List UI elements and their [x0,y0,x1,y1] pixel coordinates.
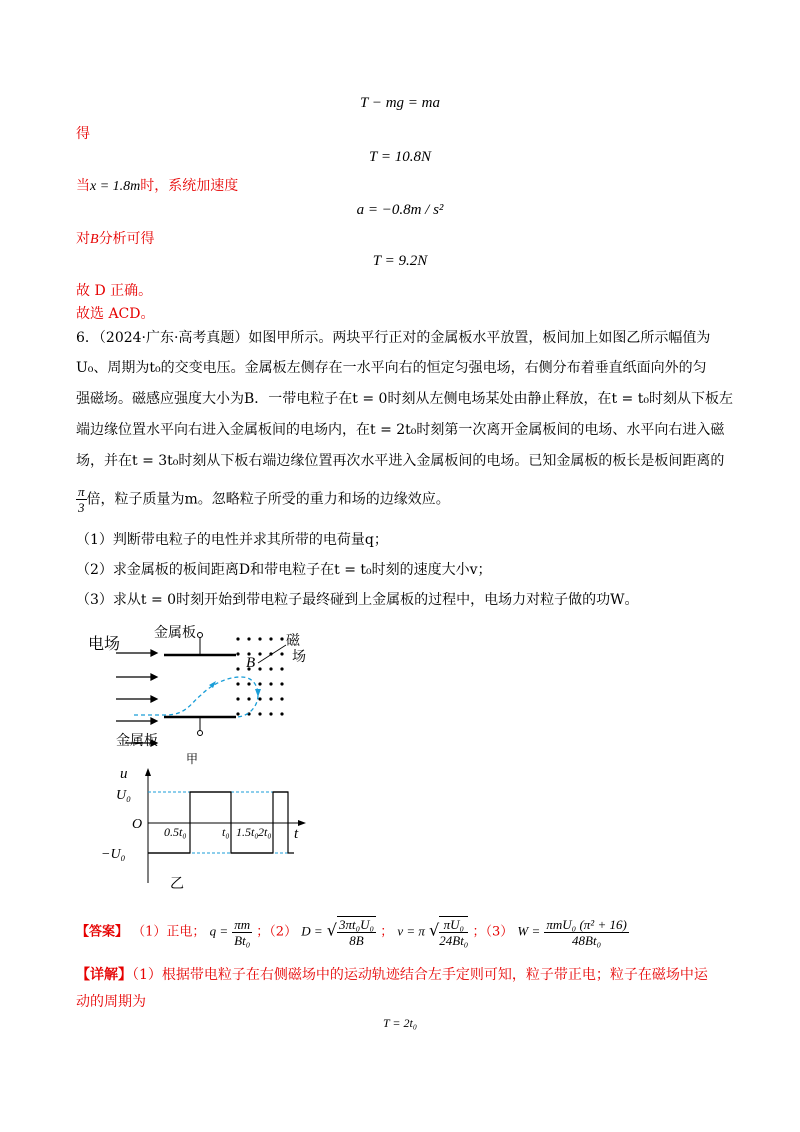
field-dot [247,697,250,700]
field-dot [247,682,250,685]
frac-den: 3 [78,500,85,515]
text-de: 得 [76,126,90,142]
sqrt-icon-v: √ [429,920,440,940]
text-when-x [76,175,238,195]
field-dot [269,712,272,715]
answer-part2: ；（2） [256,924,298,940]
question-line-4: 端边缘位置水平向右进入金属板间的电场内，在t = 2t₀时刻第一次离开金属板间的电场、水平向右进入磁 [76,422,725,438]
field-dot [258,652,261,655]
field-dot [236,697,239,700]
frac-num: π [78,484,85,499]
tick-1-5t0: 1.5t₀ [236,825,259,839]
field-dot [236,712,239,715]
q-num: πm [234,916,251,932]
answer-q-frac [232,917,252,948]
text-d-correct: 故 D 正确。 [76,283,153,299]
field-dot [236,652,239,655]
d-num: 3πt₀U₀ [338,917,375,932]
answer-tag: 【答案】 [76,924,129,940]
label-plate-top: 金属板 [154,625,196,641]
answer-v-frac [439,916,468,948]
equation-acceleration: a = −0.8m / s² [356,202,444,218]
field-dot [280,652,283,655]
subquestion-3: （3）求从t = 0时刻开始到带电粒子最终碰到上金属板的过程中，电场力对粒子做的功W。 [76,592,639,608]
for-b-prefix: 对 [76,231,90,247]
bottom-terminal [198,731,203,736]
caption-yi: 乙 [170,876,184,892]
question-line-5: 场，并在t = 3t₀时刻从下板右端边缘位置再次水平进入金属板间的电场。已知金属板的板长是板间距离的 [76,453,725,469]
field-dot [258,712,261,715]
d-den: 8B [349,933,364,948]
equation-t-9-2: T = 9.2N [372,253,428,269]
u-axis-arrow [145,768,151,776]
subquestion-1: （1）判断带电粒子的电性并求其所带的电荷量q； [76,532,388,548]
question-line-3: 强磁场。磁感应强度大小为B．一带电粒子在t = 0时刻从左侧电场某处由静止释放，在t = t₀时刻从下板左 [76,391,733,407]
figure-yi [76,768,316,898]
label-electric-field: 电场 [88,634,121,653]
answer-q-lhs: q = [209,923,229,939]
text-for-b [76,228,155,248]
axis-u-label: u [120,768,128,782]
label-b: B [246,655,256,671]
tick-2t0: 2t₀ [258,825,272,839]
field-dot [280,637,283,640]
answer-w-frac [544,917,628,948]
question-line-6-text: 倍，粒子质量为m。忽略粒子所受的重力和场的边缘效应。 [86,491,450,508]
equation-t-mg: T − mg = ma [360,95,440,111]
field-dot [258,667,261,670]
for-b-suffix: 分析可得 [98,231,155,247]
question-line-2: U₀、周期为t₀的交变电压。金属板左侧存在一水平向右的恒定匀强电场，右侧分布着垂直纸面向外的匀 [76,360,707,376]
axis-t-label: t [294,826,299,842]
v-den: 24Bt₀ [439,933,469,948]
answer-part3: ；（3） [472,924,514,940]
field-dot [236,682,239,685]
u0-label: U₀ [116,788,131,803]
detail-line-1 [76,964,708,984]
field-dot [269,637,272,640]
w-num: πmU₀ (π² + 16) [546,916,627,932]
detail-tag: 【详解】 [76,967,132,983]
answer-part1: （1）正电； [132,924,206,940]
field-dot [236,637,239,640]
field-dot [280,697,283,700]
field-dot [247,637,250,640]
equation-period: T = 2t₀ [382,1016,418,1030]
figure-jia [76,615,336,765]
answer-line [76,916,629,948]
text-select-acd: 故选 ACD。 [76,306,155,322]
field-dot [280,667,283,670]
for-b-var: B [90,232,99,247]
answer-v-lhs: v = π [397,923,425,939]
question-line-1: 6．（2024·广东·高考真题）如图甲所示。两块平行正对的金属板水平放置，板间加上如图乙所示幅值为 [76,330,711,346]
label-plate-bottom: 金属板 [116,733,158,749]
answer-d-lhs: D = [301,923,323,939]
when-x-value: x = 1.8m [90,179,141,194]
field-dot [269,682,272,685]
q-den: Bt₀ [234,932,251,948]
field-dot [258,697,261,700]
field-dot [269,697,272,700]
field-arrows [116,650,157,746]
field-dot [258,682,261,685]
field-dot [269,667,272,670]
field-dot [280,712,283,715]
field-dot [258,637,261,640]
sqrt-icon: √ [326,920,337,940]
t-axis-arrow [298,820,306,826]
subquestion-2: （2）求金属板的板间距离D和带电粒子在t = t₀时刻的速度大小v； [76,562,492,578]
detail-text-1: （1）根据带电粒子在右侧磁场中的运动轨迹结合左手定则可知，粒子带正电；粒子在磁场中运 [132,967,708,983]
top-terminal [198,633,203,638]
answer-w-lhs: W = [517,923,541,939]
neg-u0-label: −U₀ [101,847,126,862]
caption-jia: 甲 [186,752,199,765]
origin-label: O [132,817,143,832]
question-line-6 [76,484,736,518]
field-dot [280,682,283,685]
w-den: 48Bt₀ [572,932,602,948]
when-prefix: 当 [76,178,90,194]
v-num: πU₀ [439,917,468,933]
answer-d-frac [337,916,376,948]
detail-line-2: 动的周期为 [76,994,146,1010]
when-suffix: 时，系统加速度 [140,178,239,194]
tick-t0: t₀ [222,825,230,839]
label-magnetic-2: 场 [292,649,306,665]
fraction-pi-over-3 [76,484,87,515]
trajectory-arrow-2 [255,689,261,697]
field-dot [236,667,239,670]
answer-sep: ； [380,924,394,940]
equation-t-10-8: T = 10.8N [369,149,431,165]
label-magnetic-1: 磁 [286,633,300,649]
tick-0-5t0: 0.5t₀ [164,825,187,839]
